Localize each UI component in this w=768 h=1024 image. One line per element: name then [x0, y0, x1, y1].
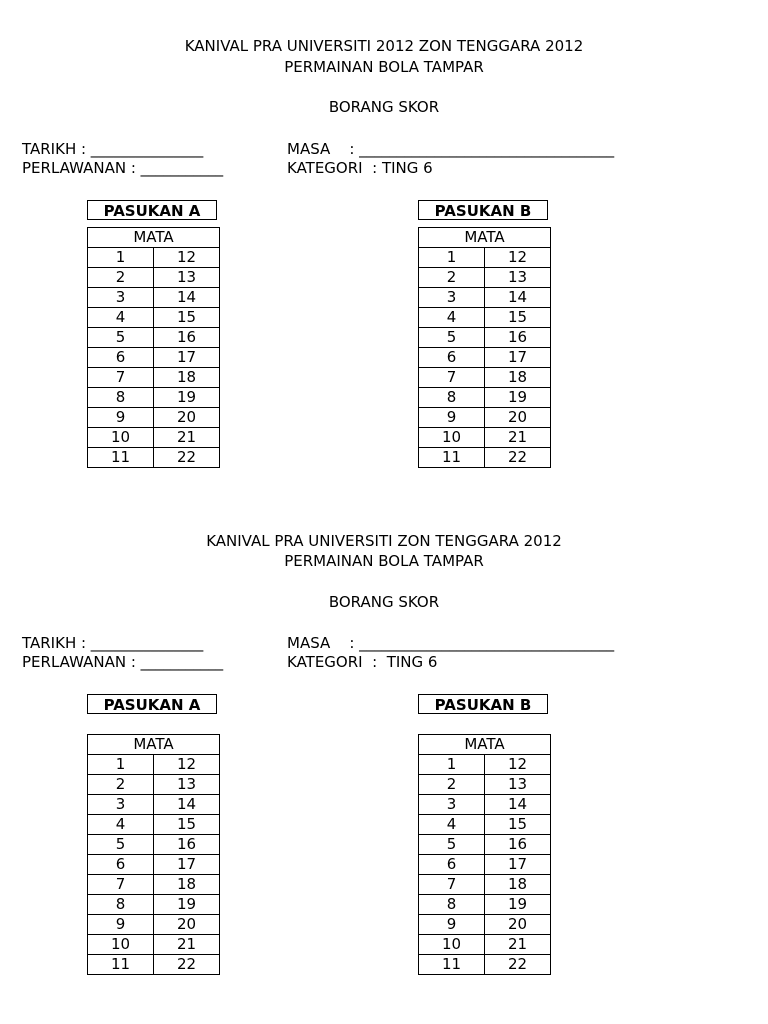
- table-row: [88, 815, 220, 835]
- score-point-cell[interactable]: 19: [154, 895, 220, 915]
- score-point-cell[interactable]: 7: [419, 368, 485, 388]
- score-point-cell[interactable]: 5: [419, 328, 485, 348]
- score-point-cell[interactable]: 16: [485, 328, 551, 348]
- perlawanan-field[interactable]: PERLAWANAN : ___________: [22, 653, 224, 671]
- score-point-cell[interactable]: 17: [154, 855, 220, 875]
- mata-header: MATA: [419, 228, 551, 248]
- score-point-cell[interactable]: 8: [88, 895, 154, 915]
- score-point-cell[interactable]: 6: [419, 348, 485, 368]
- score-point-cell[interactable]: 1: [419, 755, 485, 775]
- mata-header: MATA: [88, 228, 220, 248]
- score-point-cell[interactable]: 1: [88, 755, 154, 775]
- form-name: BORANG SKOR: [328, 98, 440, 116]
- kategori-field: KATEGORI : TING 6: [287, 653, 438, 671]
- score-point-cell[interactable]: 2: [419, 268, 485, 288]
- score-point-cell[interactable]: 3: [419, 288, 485, 308]
- table-row: [88, 895, 220, 915]
- score-point-cell[interactable]: 22: [154, 448, 220, 468]
- table-row: [419, 855, 551, 875]
- score-point-cell[interactable]: 3: [419, 795, 485, 815]
- game-title: PERMAINAN BOLA TAMPAR: [284, 552, 484, 570]
- masa-field[interactable]: MASA : __________________________________: [287, 140, 615, 158]
- score-point-cell[interactable]: 9: [88, 408, 154, 428]
- score-point-cell[interactable]: 16: [154, 835, 220, 855]
- score-point-cell[interactable]: 6: [88, 855, 154, 875]
- mata-header-row: [419, 735, 551, 755]
- score-point-cell[interactable]: 21: [485, 428, 551, 448]
- score-point-cell[interactable]: 9: [88, 915, 154, 935]
- score-point-cell[interactable]: 2: [88, 268, 154, 288]
- score-point-cell[interactable]: 1: [419, 248, 485, 268]
- score-point-cell[interactable]: 11: [88, 955, 154, 975]
- score-point-cell[interactable]: 4: [88, 815, 154, 835]
- table-row: [88, 915, 220, 935]
- score-point-cell[interactable]: 4: [419, 308, 485, 328]
- score-point-cell[interactable]: 4: [419, 815, 485, 835]
- tarikh-field[interactable]: TARIKH : _______________: [22, 634, 204, 652]
- score-point-cell[interactable]: 5: [419, 835, 485, 855]
- score-point-cell[interactable]: 10: [88, 935, 154, 955]
- table-row: [419, 835, 551, 855]
- score-point-cell[interactable]: 11: [419, 448, 485, 468]
- score-point-cell[interactable]: 13: [154, 775, 220, 795]
- score-point-cell[interactable]: 15: [485, 815, 551, 835]
- table-row: [88, 855, 220, 875]
- score-point-cell[interactable]: 11: [88, 448, 154, 468]
- score-point-cell[interactable]: 15: [485, 308, 551, 328]
- team-b-label: PASUKAN B: [418, 200, 548, 220]
- score-point-cell[interactable]: 22: [154, 955, 220, 975]
- game-title: PERMAINAN BOLA TAMPAR: [284, 58, 484, 76]
- score-point-cell[interactable]: 17: [485, 348, 551, 368]
- score-point-cell[interactable]: 10: [88, 428, 154, 448]
- score-point-cell[interactable]: 11: [419, 955, 485, 975]
- team-a-score-table: [87, 734, 220, 975]
- score-point-cell[interactable]: 18: [154, 875, 220, 895]
- score-point-cell[interactable]: 14: [154, 288, 220, 308]
- score-point-cell[interactable]: 20: [154, 408, 220, 428]
- score-point-cell[interactable]: 1: [88, 248, 154, 268]
- score-point-cell[interactable]: 12: [485, 755, 551, 775]
- score-point-cell[interactable]: 19: [485, 388, 551, 408]
- score-point-cell[interactable]: 6: [88, 348, 154, 368]
- score-point-cell[interactable]: 14: [485, 795, 551, 815]
- score-point-cell[interactable]: 2: [419, 775, 485, 795]
- score-point-cell[interactable]: 14: [154, 795, 220, 815]
- perlawanan-field[interactable]: PERLAWANAN : ___________: [22, 159, 224, 177]
- score-point-cell[interactable]: 19: [485, 895, 551, 915]
- mata-header-row: [88, 735, 220, 755]
- score-point-cell[interactable]: 21: [485, 935, 551, 955]
- score-point-cell[interactable]: 20: [485, 408, 551, 428]
- score-point-cell[interactable]: 10: [419, 935, 485, 955]
- score-point-cell[interactable]: 6: [419, 855, 485, 875]
- table-row: [419, 775, 551, 795]
- mata-header: MATA: [419, 735, 551, 755]
- kategori-field: KATEGORI : TING 6: [287, 159, 433, 177]
- score-point-cell[interactable]: 19: [154, 388, 220, 408]
- table-row: [419, 815, 551, 835]
- score-point-cell[interactable]: 13: [485, 775, 551, 795]
- score-point-cell[interactable]: 12: [154, 755, 220, 775]
- score-point-cell[interactable]: 18: [485, 875, 551, 895]
- score-point-cell[interactable]: 20: [485, 915, 551, 935]
- table-row: [419, 895, 551, 915]
- event-title: KANIVAL PRA UNIVERSITI 2012 ZON TENGGARA 2012: [184, 37, 584, 55]
- table-row: [419, 875, 551, 895]
- score-point-cell[interactable]: 5: [88, 328, 154, 348]
- table-row: [88, 775, 220, 795]
- score-point-cell[interactable]: 12: [485, 248, 551, 268]
- score-point-cell[interactable]: 8: [419, 895, 485, 915]
- score-point-cell[interactable]: 8: [419, 388, 485, 408]
- score-point-cell[interactable]: 22: [485, 448, 551, 468]
- score-point-cell[interactable]: 16: [485, 835, 551, 855]
- score-point-cell[interactable]: 3: [88, 795, 154, 815]
- score-point-cell[interactable]: 7: [88, 368, 154, 388]
- team-a-label: PASUKAN A: [87, 200, 217, 220]
- score-point-cell[interactable]: 7: [88, 875, 154, 895]
- score-point-cell[interactable]: 17: [485, 855, 551, 875]
- team-b-score-table: [418, 734, 551, 975]
- table-row: [88, 795, 220, 815]
- score-table-body: [88, 735, 220, 975]
- score-point-cell[interactable]: 16: [154, 328, 220, 348]
- score-table-body: [419, 735, 551, 975]
- table-row: [88, 875, 220, 895]
- table-row: [419, 795, 551, 815]
- table-row: [419, 915, 551, 935]
- score-point-cell[interactable]: 17: [154, 348, 220, 368]
- mata-header: MATA: [88, 735, 220, 755]
- form-name: BORANG SKOR: [328, 593, 440, 611]
- table-row: [419, 955, 551, 975]
- masa-field[interactable]: MASA : __________________________________: [287, 634, 615, 652]
- team-a-label: PASUKAN A: [87, 694, 217, 714]
- score-point-cell[interactable]: 22: [485, 955, 551, 975]
- score-point-cell[interactable]: 15: [154, 308, 220, 328]
- score-point-cell[interactable]: 14: [485, 288, 551, 308]
- score-point-cell[interactable]: 21: [154, 935, 220, 955]
- score-point-cell[interactable]: 12: [154, 248, 220, 268]
- table-row: [419, 755, 551, 775]
- score-point-cell[interactable]: 9: [419, 915, 485, 935]
- score-point-cell[interactable]: 21: [154, 428, 220, 448]
- score-point-cell[interactable]: 13: [485, 268, 551, 288]
- table-row: [419, 935, 551, 955]
- table-row: [88, 935, 220, 955]
- table-row: [88, 755, 220, 775]
- score-point-cell[interactable]: 5: [88, 835, 154, 855]
- score-point-cell[interactable]: 4: [88, 308, 154, 328]
- score-point-cell[interactable]: 20: [154, 915, 220, 935]
- table-row: [88, 955, 220, 975]
- score-point-cell[interactable]: 9: [419, 408, 485, 428]
- score-point-cell[interactable]: 15: [154, 815, 220, 835]
- score-point-cell[interactable]: 13: [154, 268, 220, 288]
- score-point-cell[interactable]: 7: [419, 875, 485, 895]
- score-point-cell[interactable]: 8: [88, 388, 154, 408]
- table-row: [88, 835, 220, 855]
- score-point-cell[interactable]: 18: [154, 368, 220, 388]
- tarikh-field[interactable]: TARIKH : _______________: [22, 140, 204, 158]
- score-point-cell[interactable]: 18: [485, 368, 551, 388]
- score-point-cell[interactable]: 10: [419, 428, 485, 448]
- team-b-label: PASUKAN B: [418, 694, 548, 714]
- score-point-cell[interactable]: 3: [88, 288, 154, 308]
- event-title: KANIVAL PRA UNIVERSITI ZON TENGGARA 2012: [206, 532, 562, 550]
- score-point-cell[interactable]: 2: [88, 775, 154, 795]
